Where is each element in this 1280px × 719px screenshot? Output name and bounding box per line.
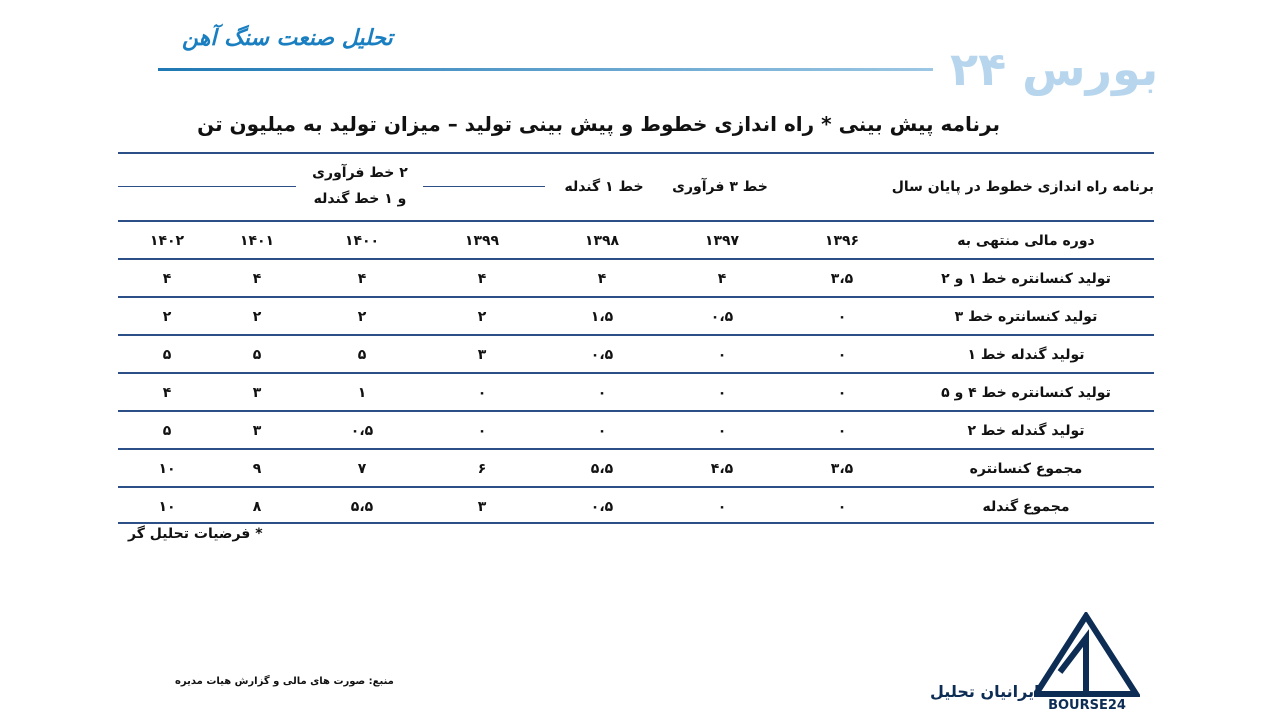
table-cell: ۱۰ [158,461,176,477]
table-cell: ۰،۵ [590,347,614,363]
group-header-1397: خط ۳ فرآوری [672,179,768,195]
table-cell: ۵ [162,423,172,439]
table-cell: ۰ [717,347,727,363]
table-cell: ۰ [837,423,847,439]
table-cell: ۰،۵ [590,499,614,515]
table-cell: ۰ [477,423,487,439]
year-header-cell: ۱۳۹۸ [584,233,620,249]
year-header-label: دوره مالی منتهی به [957,233,1095,249]
table-cell: ۰ [597,423,607,439]
group-header-1398: خط ۱ گندله [564,179,644,195]
table-cell: ۰ [717,423,727,439]
table-cell: ۳ [477,347,487,363]
table-cell: ۴ [357,271,367,287]
table-cell: ۰ [717,385,727,401]
table-cell: ۴ [477,271,487,287]
table-cell: ۳،۵ [830,271,854,287]
table-cell: ۲ [162,309,172,325]
table-cell: ۲ [357,309,367,325]
bourse24-logo [1034,612,1140,712]
group-header-label: برنامه راه اندازی خطوط در پایان سال [891,179,1154,195]
footnote: * فرضیات تحلیل گر [128,526,263,542]
table-cell: ۹ [252,461,262,477]
row-label: تولید کنسانتره خط ۴ و ۵ [941,385,1111,401]
table-cell: ۴ [162,385,172,401]
table-cell: ۰ [837,347,847,363]
table-cell: ۴ [162,271,172,287]
group-header-1400-line2: و ۱ خط گندله [313,191,407,207]
logo-wordmark: BOURSE24 [1048,698,1126,712]
table-cell: ۴،۵ [710,461,734,477]
table-cell: ۳ [252,385,262,401]
year-header-cell: ۱۴۰۲ [149,233,185,249]
row-label: مجموع کنسانتره [969,461,1083,477]
row-label: تولید گندله خط ۱ [967,347,1085,363]
table-cell: ۳،۵ [830,461,854,477]
brand-name: ایرانیان تحلیل [930,682,1040,701]
year-header-cell: ۱۳۹۷ [704,233,740,249]
table-cell: ۴ [597,271,607,287]
table-cell: ۰ [837,309,847,325]
table-cell: ۰ [837,385,847,401]
table-cell: ۸ [252,499,262,515]
table-cell: ۵،۵ [590,461,614,477]
year-header-cell: ۱۳۹۶ [824,233,860,249]
table-cell: ۱،۵ [590,309,614,325]
document-title: برنامه پیش بینی * راه اندازی خطوط و پیش بینی تولید – میزان تولید به میلیون تن [197,112,1000,136]
table-cell: ۲ [477,309,487,325]
table-cell: ۰ [717,499,727,515]
table-top-rule [118,152,1154,154]
year-header-cell: ۱۴۰۱ [239,233,275,249]
table-cell: ۵ [252,347,262,363]
source-note: منبع: صورت های مالی و گزارش هیات مدیره [175,676,394,687]
table-cell: ۳ [477,499,487,515]
table-cell: ۰ [597,385,607,401]
header-title: تحلیل صنعت سنگ آهن [182,26,393,51]
table-cell: ۴ [252,271,262,287]
header-divider [158,68,933,71]
table-cell: ۰،۵ [710,309,734,325]
table-cell: ۵،۵ [350,499,374,515]
row-label: تولید کنسانتره خط ۳ [954,309,1098,325]
year-header-cell: ۱۳۹۹ [464,233,500,249]
table-cell: ۲ [252,309,262,325]
table-cell: ۵ [357,347,367,363]
row-label: تولید گندله خط ۲ [967,423,1085,439]
table-cell: ۱۰ [158,499,176,515]
table-cell: ۶ [477,461,487,477]
table-cell: ۷ [357,461,367,477]
group-header-rule [423,186,545,187]
table-cell: ۰،۵ [350,423,374,439]
table-cell: ۰ [837,499,847,515]
table-cell: ۰ [477,385,487,401]
table-cell: ۱ [357,385,367,401]
group-header-rule [118,186,296,187]
group-header-1400-line1: ۲ خط فرآوری [312,165,408,181]
row-label: مجموع گندله [982,499,1070,515]
table-cell: ۳ [252,423,262,439]
table-cell: ۵ [162,347,172,363]
row-label: تولید کنسانتره خط ۱ و ۲ [941,271,1111,287]
bourse24-header-logo: بورس ۲۴ [950,42,1159,96]
year-header-cell: ۱۴۰۰ [344,233,380,249]
table-cell: ۴ [717,271,727,287]
